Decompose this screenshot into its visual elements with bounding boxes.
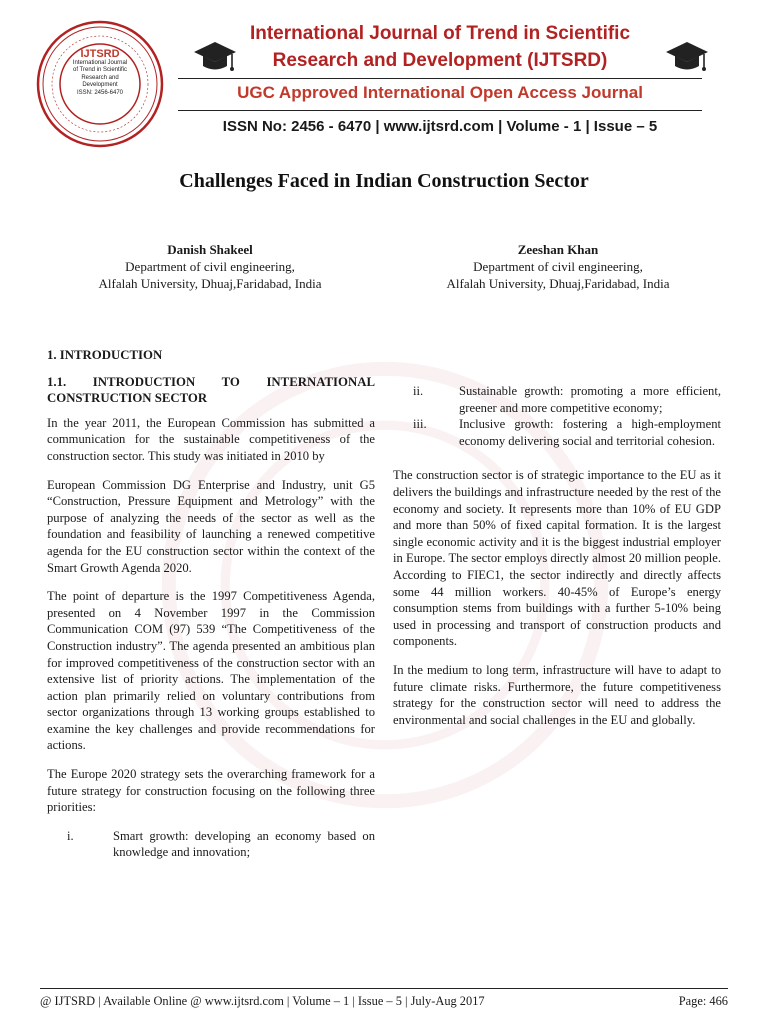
journal-subtitle: UGC Approved International Open Access Journal (237, 83, 643, 102)
list-text: Inclusive growth: fostering a high-employment economy delivering social and territorial cohesion. (459, 417, 721, 448)
header-divider (178, 110, 702, 111)
footer-divider (40, 988, 728, 989)
seal-abbr: IJTSRD (80, 48, 120, 60)
author-affiliation: Alfalah University, Dhuaj,Faridabad, India (446, 276, 670, 291)
list-number: iii. (413, 417, 427, 432)
header-divider (178, 78, 702, 79)
subsection-heading: 1.1. INTRODUCTION TO INTERNATIONAL CONSTRUCTION SECTOR (47, 374, 375, 406)
seal-line-4: Development (82, 82, 118, 89)
journal-title-line-1: International Journal of Trend in Scientific (249, 23, 631, 44)
seal-line-1: International Journal (72, 60, 128, 66)
author-department: Department of civil engineering, (125, 259, 295, 274)
paper-title: Challenges Faced in Indian Construction Sector (179, 170, 589, 192)
footer-citation: @ IJTSRD | Available Online @ www.ijtsrd.com | Volume – 1 | Issue – 5 | July-Aug 2017 (40, 994, 485, 1008)
paragraph: In the year 2011, the European Commission has submitted a communication for the sustainable competitiveness of the construction sector. This study was initiated in 2010 by (47, 415, 375, 463)
list-item (393, 383, 721, 416)
journal-issn-line: ISSN No: 2456 - 6470 | www.ijtsrd.com | Volume - 1 | Issue – 5 (222, 118, 658, 135)
seal-text (62, 48, 138, 97)
seal-line-3: Research and (81, 74, 119, 81)
author-name: Danish Shakeel (167, 242, 253, 257)
paragraph: The Europe 2020 strategy sets the overarching framework for a future strategy for construction focusing on the following three priorities: (47, 767, 375, 815)
list-item (47, 828, 375, 861)
list-text: Smart growth: developing an economy based on knowledge and innovation; (113, 828, 375, 860)
list-item (393, 416, 721, 449)
author-name: Zeeshan Khan (517, 242, 599, 257)
paragraph: The construction sector is of strategic importance to the EU as it delivers the buildings and infrastructure needed by the rest of the economy and society. It represents more than 10% of EU GDP and more than 50% of fixed capital formation. It is the largest single economic activity and it is the biggest industrial employer in Europe. The sector employs directly almost 20 million people. According to FIEC1, the sector indirectly and directly affects some 44 million workers. 40-45% of Europe’s energy consumption stems from buildings with a further 5-10% being used in processing and transport of construction products and components. (393, 468, 721, 649)
journal-title-line-2: Research and Development (IJTSRD) (272, 50, 608, 71)
right-column (393, 383, 721, 740)
paragraph: The point of departure is the 1997 Competitiveness Agenda, presented on 4 November 1997 in the Commission Communication COM (97) 539 “The Competitiveness of the Construction industry”. The agenda presented an ambitious plan for improved competitiveness of the construction sector with an extensive list of priority actions. The implementation of the action plan primarily relied on voluntary contributions from sector organizations through 13 working groups established to examine the key challenges and provide recommendations for actions. (47, 589, 375, 753)
list-number: i. (67, 828, 74, 843)
list-number: ii. (413, 384, 424, 398)
seal-line-2: of Trend in Scientific (72, 67, 128, 74)
author-block (388, 241, 728, 292)
author-department: Department of civil engineering, (473, 259, 643, 274)
seal-issn: ISSN: 2456-6470 (76, 89, 124, 96)
list-text: Sustainable growth: promoting a more efficient, greener and more competitive economy; (459, 384, 721, 415)
section-heading: 1. INTRODUCTION (47, 348, 163, 362)
left-column (47, 347, 375, 861)
paragraph: In the medium to long term, infrastructure will have to adapt to future climate risks. Furthermore, the future competitiveness strategy for the construction sector will need to address the environmental and social challenges in the EU and globally. (393, 662, 721, 727)
journal-header (0, 0, 768, 150)
page-number: Page: 466 (678, 994, 728, 1008)
author-block (40, 241, 380, 292)
paragraph: European Commission DG Enterprise and Industry, unit G5 “Construction, Pressure Equipment and Metrology” with the purpose of analyzing the needs of the sector as well as the foundation and feasibility of launching a renewed competitive agenda for the EU construction sector within the context of the Smart Growth Agenda 2020. (47, 477, 375, 575)
author-affiliation: Alfalah University, Dhuaj,Faridabad, India (98, 276, 322, 291)
